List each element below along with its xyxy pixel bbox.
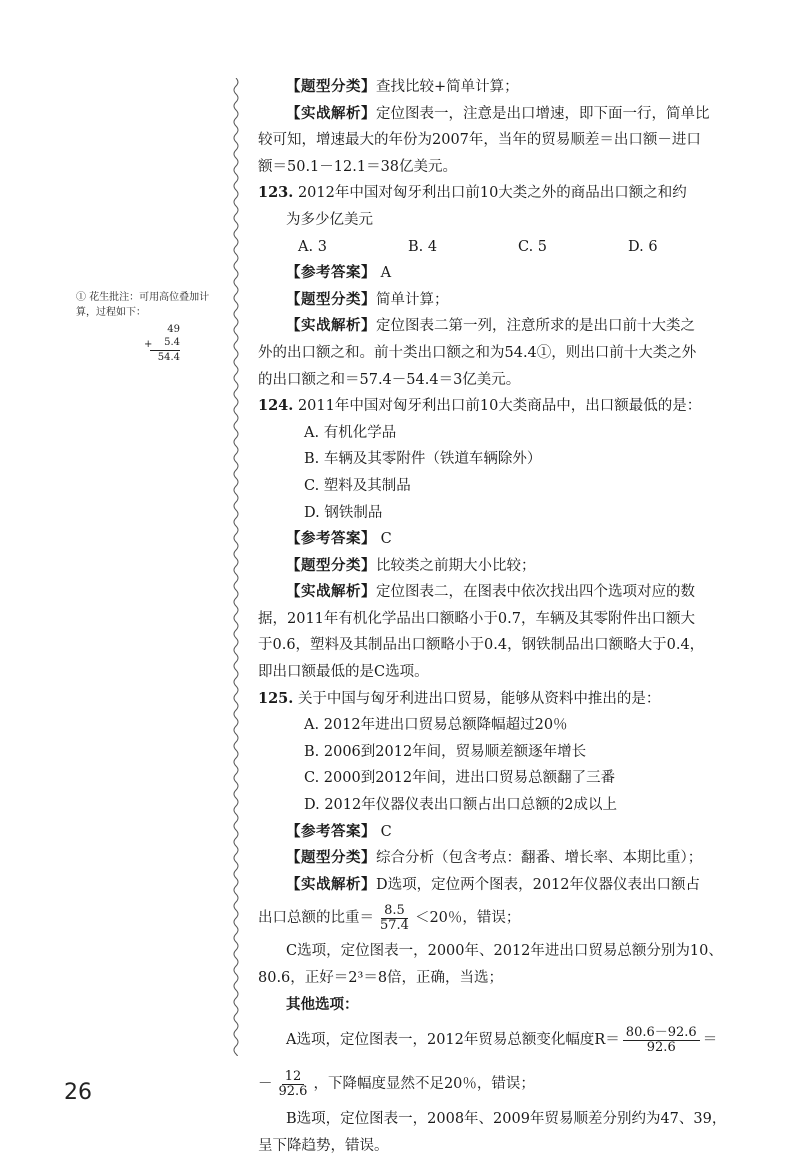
calc-mid: 5.4 <box>164 337 180 348</box>
q122-analysis-line3: 额＝50.1－12.1＝38亿美元。 <box>258 158 458 175</box>
q124-option-a: A. 有机化学品 <box>304 424 397 441</box>
q123-option-d: D. 6 <box>628 238 658 255</box>
q124-analysis-line2: 据，2011年有机化学品出口额略小于0.7，车辆及其零附件出口额大 <box>258 610 695 627</box>
q125-c-line2: 80.6，正好＝2³＝8倍，正确，当选； <box>258 970 504 986</box>
q123-option-b: B. 4 <box>408 238 438 255</box>
q125-type: 【题型分类】综合分析（包含考点：翻番、增长率、本期比重）； <box>286 849 703 867</box>
page-number: 26 <box>64 1080 92 1105</box>
q125-b-line2: 呈下降趋势，错误。 <box>258 1137 389 1154</box>
q123-answer: 【参考答案】 A <box>286 264 392 282</box>
q125-option-d: D. 2012年仪器仪表出口额占出口总额的2成以上 <box>304 797 617 814</box>
d-ratio-fraction: $\frac{8.5}{57.4}$ <box>380 902 409 933</box>
margin-annotation <box>76 290 226 320</box>
q122-type: 【题型分类】查找比较+简单计算； <box>286 78 519 95</box>
q125-c-line1: C选项，定位图表一，2000年、2012年进出口贸易总额分别为10、 <box>286 943 723 960</box>
a-drop-fraction: $\frac{12}{92.6}$ <box>278 1068 308 1099</box>
margin-wavy-divider <box>231 78 241 1056</box>
calc-plus: + <box>144 339 153 350</box>
q122-analysis: 【实战解析】定位图表一，注意是出口增速，即下面一行，简单比 <box>286 104 710 122</box>
q122-analysis-line2: 较可知，增速最大的年份为2007年，当年的贸易顺差＝出口额－进口 <box>258 132 701 149</box>
a-rate-fraction: $\frac{80.6-92.6}{92.6}$ <box>623 1026 700 1055</box>
q125-d-ratio-line: 出口总额的比重＝ $\frac{8.5}{57.4}$ ＜20％，错误； <box>258 902 521 933</box>
q124-analysis: 【实战解析】定位图表二，在图表中依次找出四个选项对应的数 <box>286 583 695 601</box>
q123-type: 【题型分类】简单计算； <box>286 290 449 308</box>
q123-stem-line2: 为多少亿美元 <box>286 211 373 228</box>
q123-analysis: 【实战解析】定位图表二第一列，注意所求的是出口前十大类之 <box>286 317 695 335</box>
q124-option-d: D. 钢铁制品 <box>304 504 383 521</box>
main-content <box>258 74 738 1159</box>
q123-analysis-line2: 外的出口额之和。前十类出口额之和为54.4①，则出口前十大类之外 <box>258 344 697 361</box>
q123-option-a: A. 3 <box>298 238 327 255</box>
calc-top: 49 <box>167 324 180 335</box>
q125-analysis: 【实战解析】D选项，定位两个图表，2012年仪器仪表出口额占 <box>286 875 701 893</box>
q123-options <box>258 234 738 261</box>
q124-analysis-line4: 即出口额最低的是C选项。 <box>258 664 429 681</box>
q125-option-c: C. 2000到2012年间，进出口贸易总额翻了三番 <box>304 770 616 787</box>
q124-analysis-line3: 于0.6，塑料及其制品出口额略小于0.4，钢铁制品出口额略大于0.4， <box>258 637 705 654</box>
calc-result: 54.4 <box>157 352 180 363</box>
q123-analysis-line3: 的出口额之和＝57.4－54.4＝3亿美元。 <box>258 371 521 388</box>
q124-stem: 124. 2011年中国对匈牙利出口前10大类商品中，出口额最低的是： <box>258 397 702 415</box>
q124-option-c: C. 塑料及其制品 <box>304 477 411 494</box>
margin-note-text: ① 花生批注：可用高位叠加计算，过程如下： <box>76 292 210 318</box>
q125-option-a: A. 2012年进出口贸易总额降幅超过20％ <box>304 717 568 734</box>
q124-type: 【题型分类】比较类之前期大小比较； <box>286 556 536 574</box>
q125-other-label: 其他选项： <box>286 995 359 1013</box>
margin-calculation <box>144 323 180 364</box>
q125-a-line1: A选项，定位图表一，2012年贸易总额变化幅度R＝ $\frac{80.6-92.6}{92.6}$ ＝ <box>286 1024 718 1055</box>
q123-option-c: C. 5 <box>518 238 548 255</box>
q125-a-line2: － $\frac{12}{92.6}$ ，下降幅度显然不足20％，错误； <box>258 1068 535 1099</box>
q123-stem: 123. 2012年中国对匈牙利出口前10大类之外的商品出口额之和约 <box>258 184 687 202</box>
q125-answer: 【参考答案】 C <box>286 822 392 840</box>
q125-b-line1: B选项，定位图表一，2008年、2009年贸易顺差分别约为47、39， <box>286 1111 727 1128</box>
q124-option-b: B. 车辆及其零附件（铁道车辆除外） <box>304 451 542 468</box>
q125-stem: 125. 关于中国与匈牙利进出口贸易，能够从资料中推出的是： <box>258 689 661 707</box>
q124-answer: 【参考答案】 C <box>286 530 392 548</box>
q125-option-b: B. 2006到2012年间，贸易顺差额逐年增长 <box>304 743 587 760</box>
